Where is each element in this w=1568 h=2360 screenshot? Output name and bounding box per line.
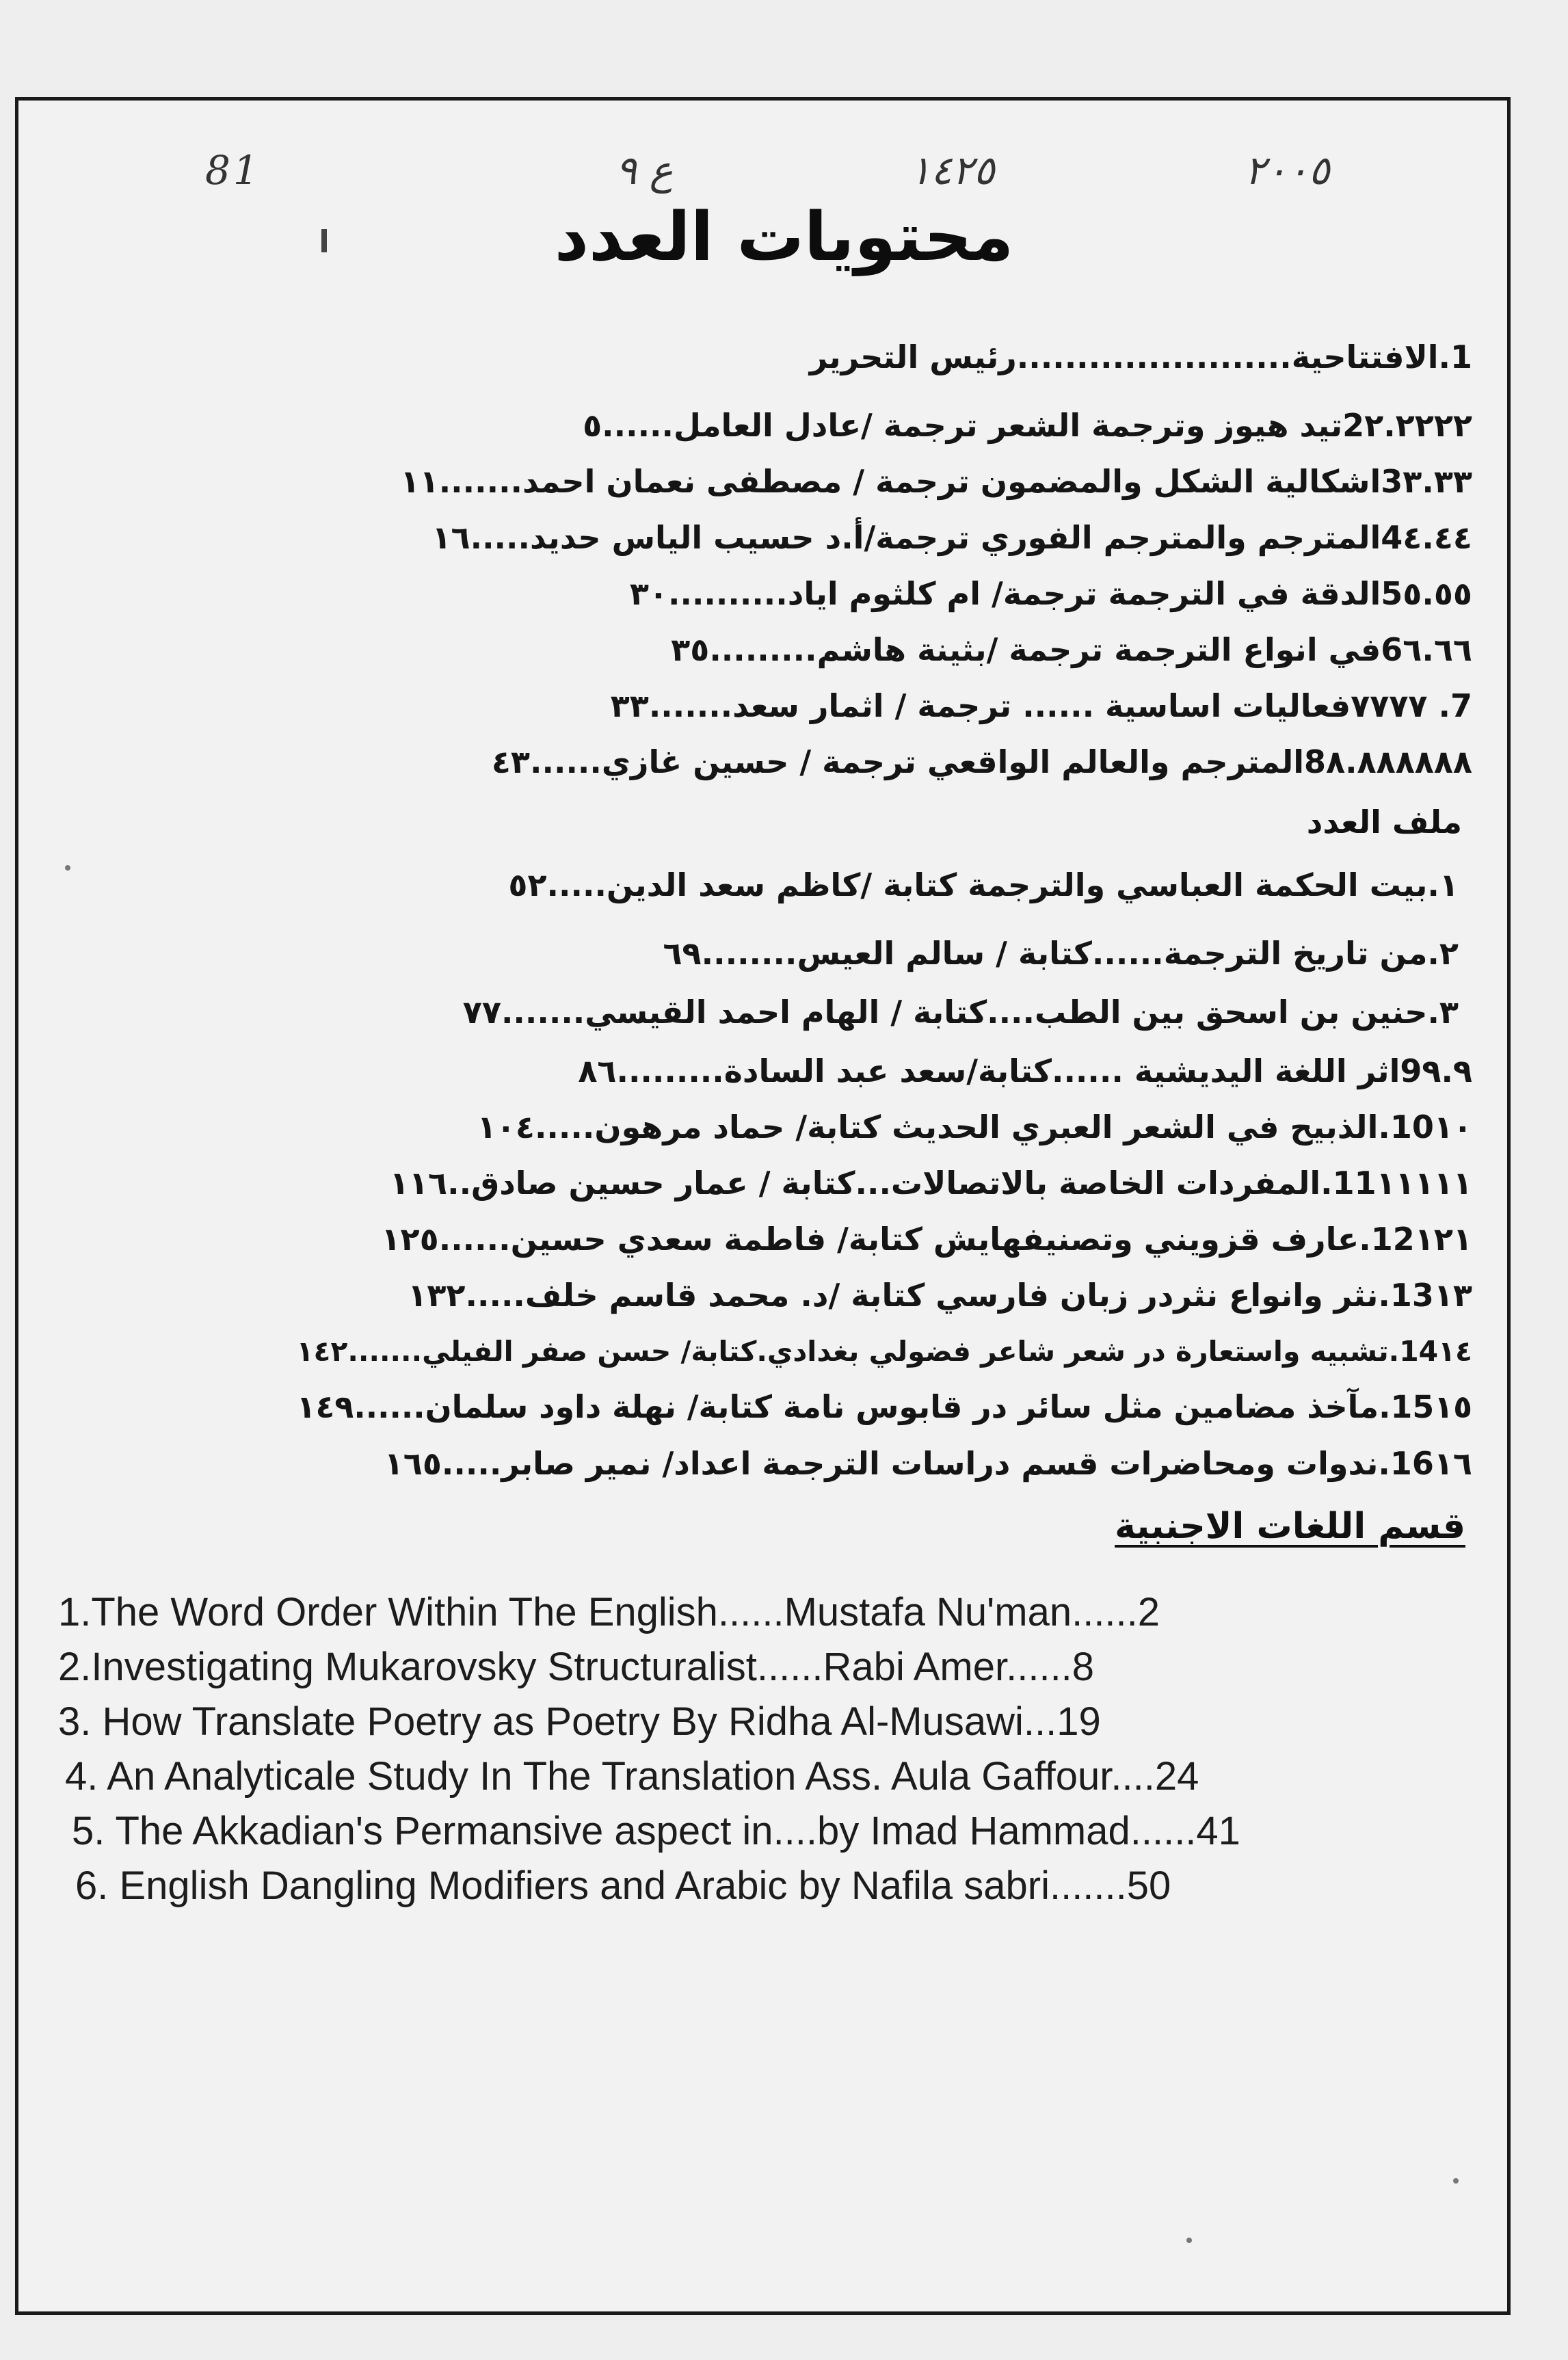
handwritten-page-number: 81 <box>205 147 261 194</box>
contents-item: ٣.حنين بن اسحق بين الطب....كتابة / الهام احمد القيسي.......٧٧ <box>462 994 1459 1031</box>
contents-item: 9٩.٩اثر اللغة اليديشية ......كتابة/سعد عبد السادة.........٨٦ <box>578 1052 1472 1089</box>
contents-item: 4٤.٤٤المترجم والمترجم الفوري ترجمة/أ.د حسيب الياس حديد.....١٦ <box>431 519 1472 556</box>
contents-item: 1.الافتتاحية.......................رئيس التحرير <box>809 339 1472 375</box>
english-item: 5. The Akkadian's Permansive aspect in....by Imad Hammad......41 <box>72 1809 1240 1853</box>
handwritten-year: ٢٠٠٥ <box>1245 147 1330 194</box>
contents-item: 15١٥.مآخذ مضامين مثل سائر در قابوس نامة كتابة/ نهلة داود سلمان......١٤٩ <box>296 1389 1472 1425</box>
contents-item: 5٥.٥٥الدقة في الترجمة ترجمة/ ام كلثوم اياد..........٣٠ <box>629 575 1472 612</box>
contents-item: 14١٤.تشبيه واستعارة در شعر شاعر فضولي بغدادي.كتابة/ حسن صفر الفيلي.......١٤٢ <box>296 1335 1472 1368</box>
contents-item: 16١٦.ندوات ومحاضرات قسم دراسات الترجمة اعداد/ نمير صابر.....١٦٥ <box>384 1445 1472 1482</box>
contents-item: ٢.من تاريخ الترجمة......كتابة / سالم العيس........٦٩ <box>663 935 1459 972</box>
contents-item: ١.بيت الحكمة العباسي والترجمة كتابة /كاظم سعد الدين.....٥٢ <box>508 866 1459 903</box>
handwritten-issue: ع ٩ <box>615 147 674 194</box>
scan-speck <box>1186 2238 1192 2243</box>
scan-speck <box>1453 2178 1459 2184</box>
contents-item: 3٣.٣٣اشكالية الشكل والمضمون ترجمة / مصطفى نعمان احمد.......١١ <box>400 463 1472 500</box>
contents-item: 10١٠.الذبيح في الشعر العبري الحديث كتابة/ حماد مرهون.....١٠٤ <box>477 1109 1472 1145</box>
file-heading: ملف العدد <box>1306 804 1462 840</box>
contents-item: 2٢.٢٢٢٢تيد هيوز وترجمة الشعر ترجمة /عادل العامل......٥ <box>583 407 1472 444</box>
contents-item: 11١١١١١.المفردات الخاصة بالاتصالات...كتابة / عمار حسين صادق..١١٦ <box>389 1165 1472 1202</box>
page-title: محتويات العدد <box>554 198 1014 276</box>
scan-speck <box>65 865 70 871</box>
english-item: 4. An Analyticale Study In The Translation Ass. Aula Gaffour....24 <box>65 1754 1199 1799</box>
contents-item: 7. ٧٧٧٧فعاليات اساسية ...... ترجمة / اثمار سعد.......٣٣ <box>610 687 1472 724</box>
contents-item: 13١٣.نثر وانواع نثردر زبان فارسي كتابة /د. محمد قاسم خلف.....١٣٢ <box>408 1277 1472 1314</box>
foreign-languages-heading: قسم اللغات الاجنبية <box>1115 1506 1465 1547</box>
english-item: 2.Investigating Mukarovsky Structuralist......Rabi Amer......8 <box>58 1645 1095 1689</box>
contents-item: 12١٢١.عارف قزويني وتصنيفهايش كتابة/ فاطمة سعدي حسين......١٢٥ <box>381 1221 1472 1258</box>
handwritten-year-hijri: ١٤٢٥ <box>909 147 995 194</box>
english-item: 3. How Translate Poetry as Poetry By Ridha Al-Musawi...19 <box>58 1699 1101 1744</box>
english-item: 1.The Word Order Within The English......Mustafa Nu'man......2 <box>58 1590 1160 1634</box>
contents-item: 8٨.٨٨٨٨٨٨المترجم والعالم الواقعي ترجمة / حسين غازي......٤٣ <box>491 743 1472 780</box>
contents-item: 6٦.٦٦في انواع الترجمة ترجمة /بثينة هاشم.........٣٥ <box>671 631 1472 668</box>
english-item: 6. English Dangling Modifiers and Arabic by Nafila sabri.......50 <box>75 1864 1171 1908</box>
